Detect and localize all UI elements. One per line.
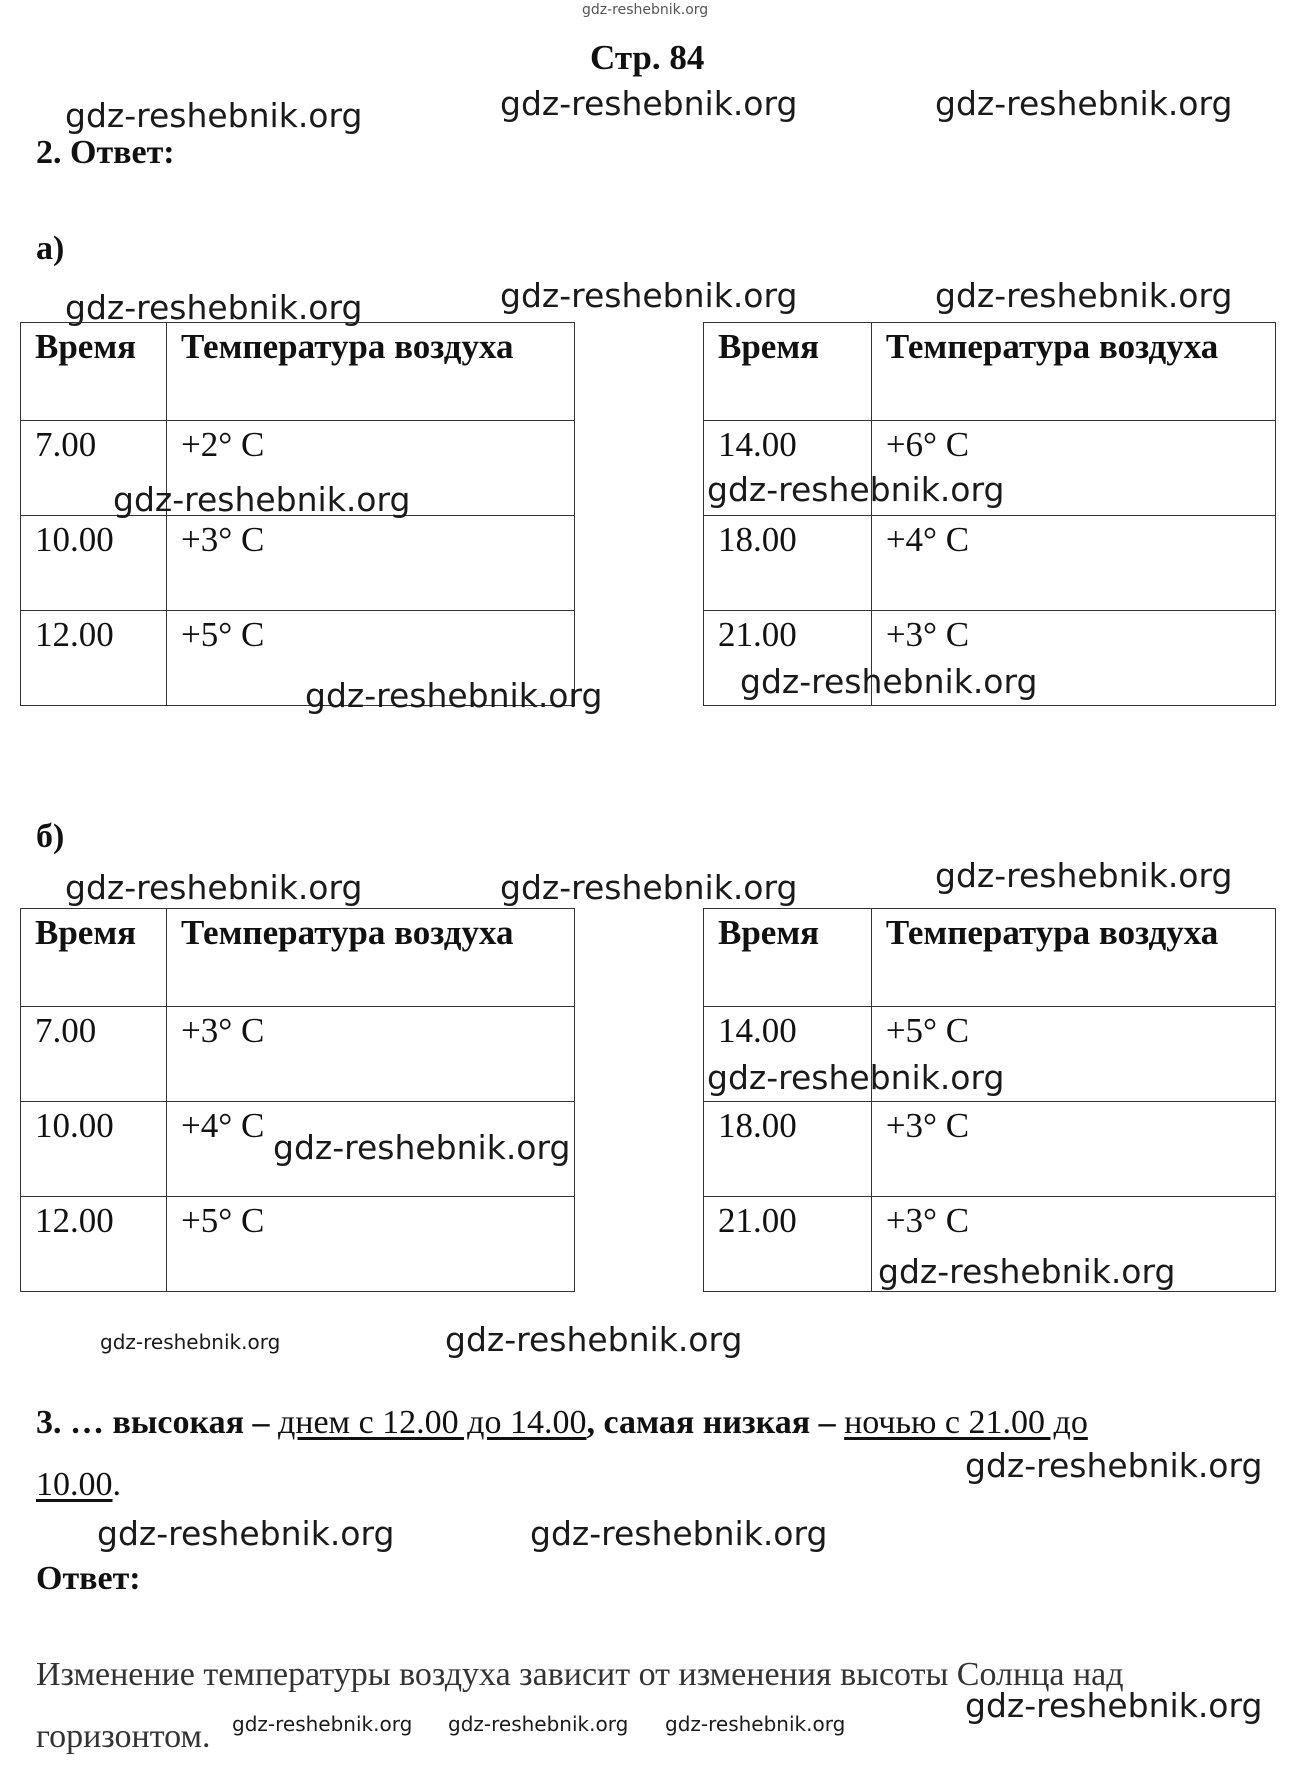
temp-cell: +2° С	[167, 421, 575, 516]
part-b-left-table	[20, 908, 575, 1292]
time-cell: 21.00	[704, 611, 872, 706]
col-time-header: Время	[21, 323, 167, 421]
section3-prefix: 3. … высокая	[36, 1404, 244, 1441]
time-cell: 10.00	[21, 1102, 167, 1197]
watermark: gdz-reshebnik.org	[965, 1686, 1263, 1725]
watermark: gdz-reshebnik.org	[530, 1514, 828, 1553]
watermark: gdz-reshebnik.org	[97, 1514, 395, 1553]
watermark: gdz-reshebnik.org	[305, 676, 603, 715]
table-row	[704, 1102, 1276, 1197]
table-row	[21, 1007, 575, 1102]
watermark: gdz-reshebnik.org	[707, 470, 1005, 509]
temp-cell: +5° С	[871, 1007, 1275, 1102]
watermark: gdz-reshebnik.org	[935, 276, 1233, 315]
table-row	[21, 516, 575, 611]
watermark: gdz-reshebnik.org	[707, 1058, 1005, 1097]
temp-cell: +3° С	[167, 516, 575, 611]
watermark: gdz-reshebnik.org	[740, 662, 1038, 701]
section3-line2	[36, 1466, 121, 1504]
watermark: gdz-reshebnik.org	[100, 1330, 281, 1354]
temp-cell: +3° С	[871, 611, 1275, 706]
table-header-row	[704, 323, 1276, 421]
part-b-right-table	[703, 908, 1276, 1292]
watermark: gdz-reshebnik.org	[65, 96, 363, 135]
watermark: gdz-reshebnik.org	[500, 868, 798, 907]
watermark: gdz-reshebnik.org	[500, 84, 798, 123]
temp-cell: +5° С	[167, 611, 575, 706]
watermark: gdz-reshebnik.org	[665, 1712, 846, 1736]
col-temp-header: Температура воздуха	[871, 323, 1275, 421]
time-cell: 7.00	[21, 421, 167, 516]
table-row	[21, 1197, 575, 1292]
watermark: gdz-reshebnik.org	[935, 84, 1233, 123]
comma: ,	[586, 1404, 604, 1441]
temp-cell: +6° С	[871, 421, 1275, 516]
time-cell: 10.00	[21, 516, 167, 611]
part-a-label: а)	[36, 230, 65, 267]
watermark: gdz-reshebnik.org	[65, 868, 363, 907]
section2-heading: 2. Ответ:	[36, 134, 175, 171]
table-row	[704, 516, 1276, 611]
time-cell: 18.00	[704, 516, 872, 611]
col-time-header: Время	[21, 909, 167, 1007]
time-cell: 14.00	[704, 421, 872, 516]
answer-heading: Ответ:	[36, 1560, 141, 1597]
temp-cell: +5° С	[167, 1197, 575, 1292]
table-header-row	[704, 909, 1276, 1007]
time-cell: 21.00	[704, 1197, 872, 1292]
watermark: gdz-reshebnik.org	[935, 856, 1233, 895]
watermark: gdz-reshebnik.org	[65, 288, 363, 327]
temp-cell: +4° С	[871, 516, 1275, 611]
part-b-label: б)	[36, 818, 65, 855]
section3-line1	[36, 1404, 1088, 1442]
col-time-header: Время	[704, 323, 872, 421]
watermark: gdz-reshebnik.org	[448, 1712, 629, 1736]
temp-cell: +3° С	[871, 1102, 1275, 1197]
answer-line2: горизонтом.	[36, 1718, 211, 1755]
low-period-part1: ночью с 21.00 до	[844, 1404, 1088, 1441]
watermark: gdz-reshebnik.org	[232, 1712, 413, 1736]
temp-cell: +4° С	[167, 1102, 575, 1197]
watermark: gdz-reshebnik.org	[273, 1128, 571, 1167]
time-cell: 14.00	[704, 1007, 872, 1102]
period: .	[112, 1466, 121, 1503]
watermark: gdz-reshebnik.org	[113, 480, 411, 519]
table-header-row	[21, 909, 575, 1007]
answer-line1: Изменение температуры воздуха зависит от изменения высоты Солнца над	[36, 1656, 1124, 1693]
low-label: самая низкая	[603, 1404, 811, 1441]
col-temp-header: Температура воздуха	[167, 909, 575, 1007]
dash: –	[243, 1404, 278, 1441]
page-header: Стр. 84	[590, 38, 705, 77]
watermark: gdz-reshebnik.org	[500, 276, 798, 315]
time-cell: 12.00	[21, 1197, 167, 1292]
watermark: gdz-reshebnik.org	[445, 1320, 743, 1359]
part-a-right-table	[703, 322, 1276, 706]
time-cell: 18.00	[704, 1102, 872, 1197]
col-temp-header: Температура воздуха	[167, 323, 575, 421]
table-header-row	[21, 323, 575, 421]
temp-cell: +3° С	[871, 1197, 1275, 1292]
col-temp-header: Температура воздуха	[871, 909, 1275, 1007]
watermark: gdz-reshebnik.org	[965, 1446, 1263, 1485]
time-cell: 12.00	[21, 611, 167, 706]
watermark: gdz-reshebnik.org	[878, 1252, 1176, 1291]
col-time-header: Время	[704, 909, 872, 1007]
high-period: днем с 12.00 до 14.00	[277, 1404, 587, 1441]
time-cell: 7.00	[21, 1007, 167, 1102]
top-watermark: gdz-reshebnik.org	[582, 2, 709, 18]
temp-cell: +3° С	[167, 1007, 575, 1102]
low-period-part2: 10.00	[36, 1466, 113, 1503]
dash: –	[810, 1404, 845, 1441]
